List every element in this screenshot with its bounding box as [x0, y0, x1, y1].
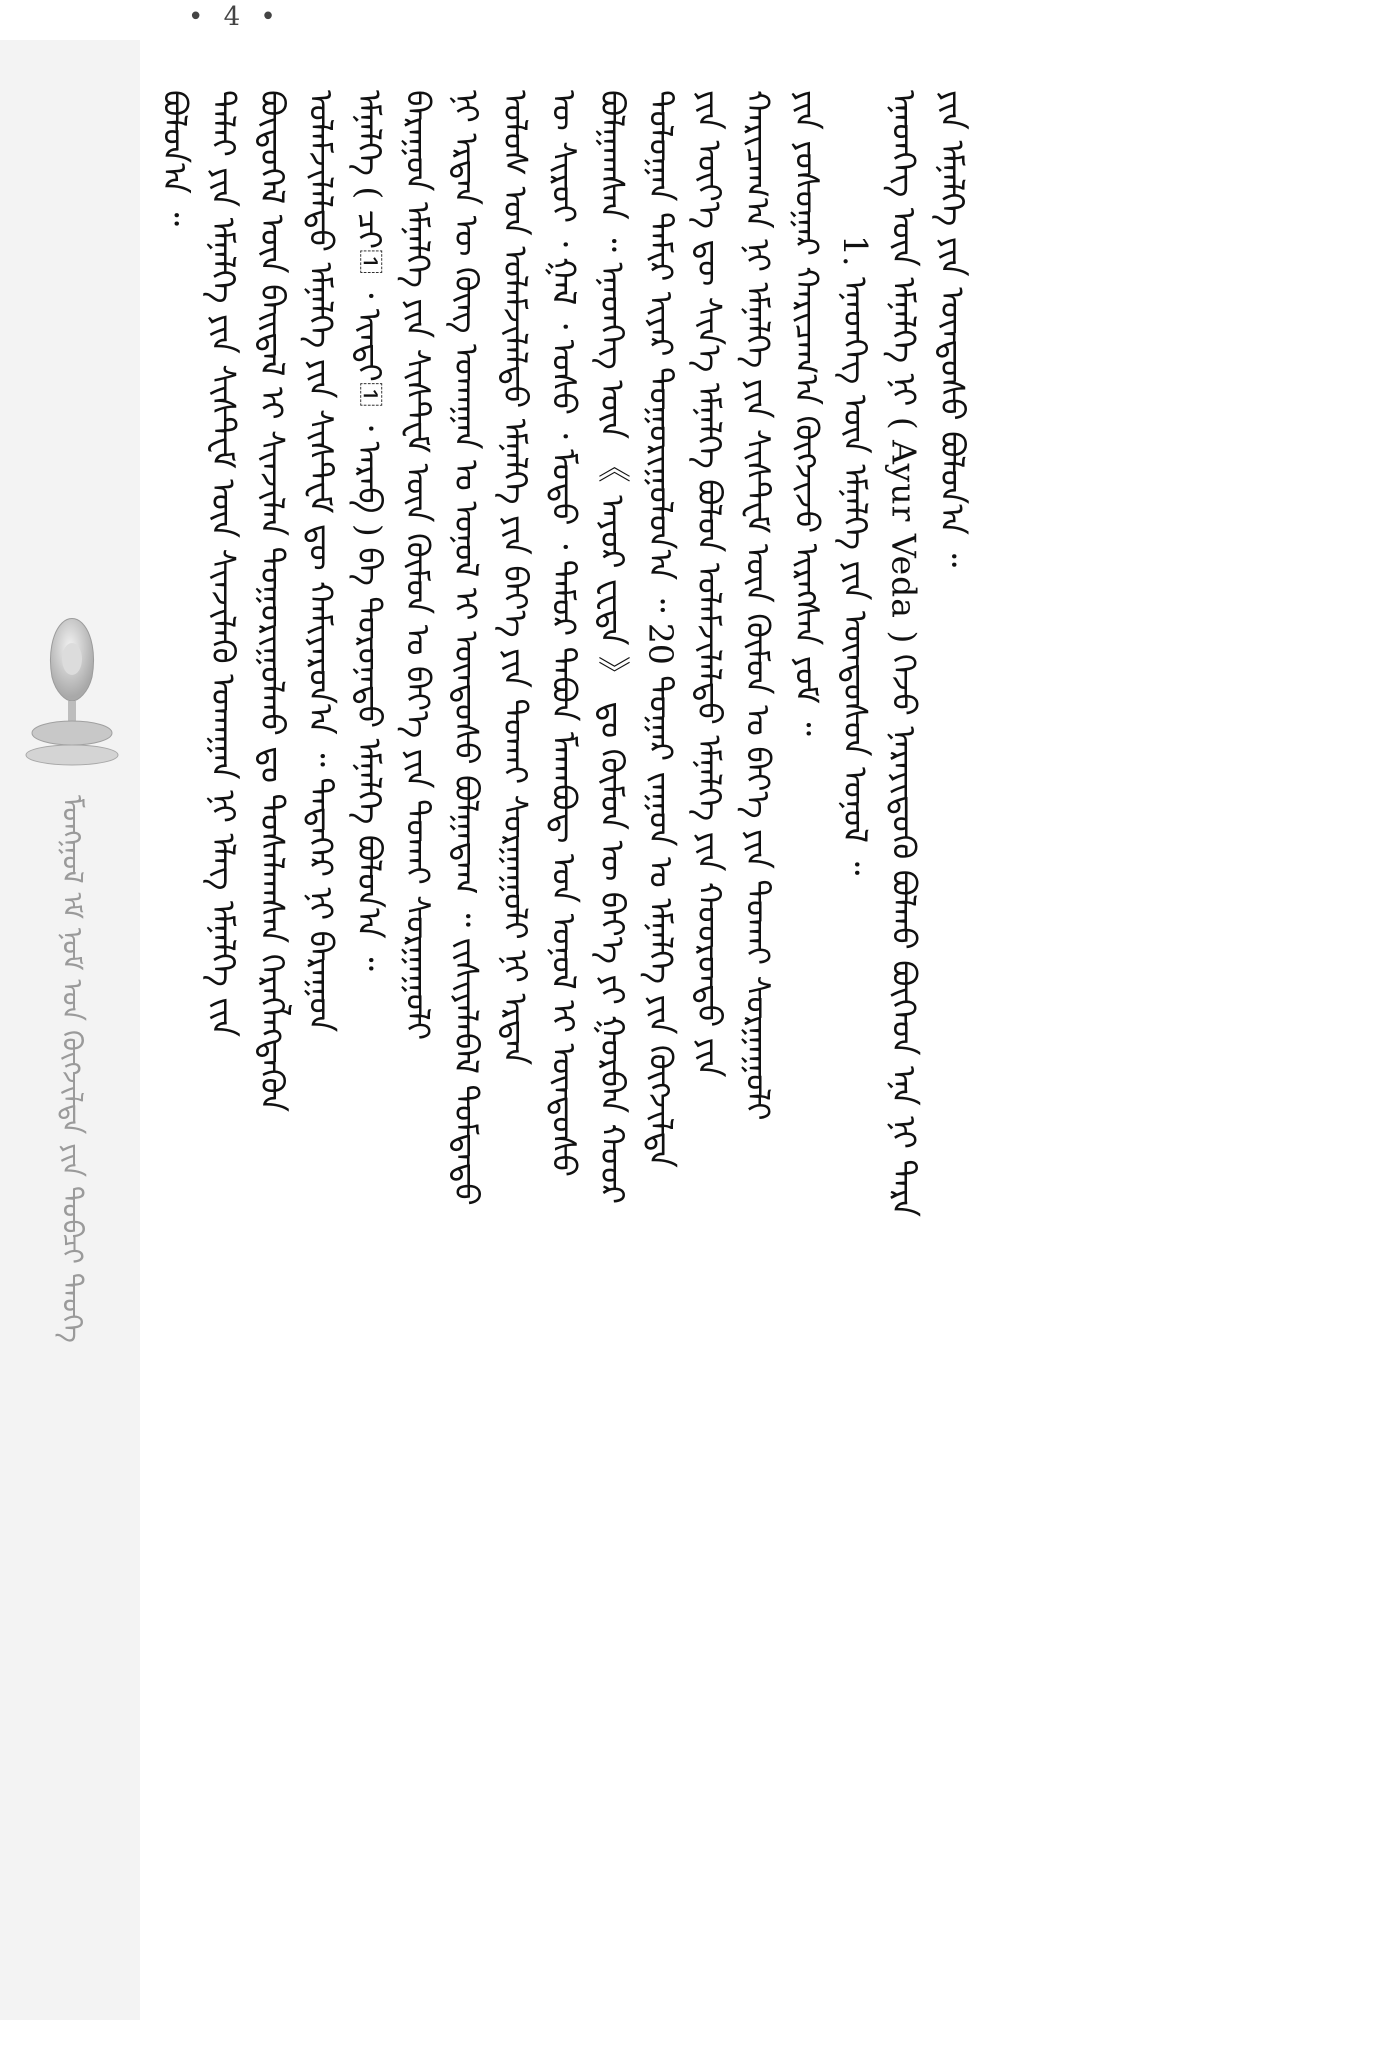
- text-column: ᠤᠯᠤᠰ ᠤᠨ ᠤᠯᠠᠮᠵᠢᠯᠠᠯᠳᠤ ᠡᠮᠨᠡᠯᠭᠡ ᠶᠢᠨ ᠪᠡᠶ᠎ᠡ ᠶᠢᠨ ᠲᠤᠬᠠᠢ ᠰᠤᠷᠭᠠᠭᠤᠯᠢ ᠨᠢ ᠡᠷᠲᠡᠨ: [495, 90, 535, 1066]
- text-column: ᠶᠢᠨ ᠡᠮᠨᠡᠯᠭᠡ ᠶᠢᠨ ᠦᠨᠳᠦᠰᠦ ᠪᠣᠯᠤᠨ᠎ᠠ ᠃: [933, 90, 973, 568]
- text-column: ᠪᠠᠷᠠᠭᠤᠨ ᠡᠮᠨᠡᠯᠭᠡ ᠶᠢᠨ ᠰᠢᠰᠲ᠋ᠧᠮ ᠦᠨ ᠬᠦᠮᠦᠨ ᠤ ᠪᠡᠶ᠎ᠡ ᠶᠢᠨ ᠲᠤᠬᠠᠢ ᠰᠤᠷᠭᠠᠭᠤᠯᠢ: [398, 90, 438, 1041]
- text-column: ᠳᠠᠯᠠᠢ ᠶᠢᠨ ᠡᠮᠨᠡᠯᠭᠡ ᠶᠢᠨ ᠰᠢᠰᠲ᠋ᠧᠮ ᠦᠨ ᠰᠢᠨᠵᠢᠯᠡᠬᠦ ᠤᠬᠠᠭᠠᠨ ᠨᠢ ᠡᠯᠡᠭ ᠡᠮᠨᠡᠯᠭᠡ ᠵᠢᠨ: [204, 90, 244, 1038]
- text-column: ᠶᠢᠨ ᠶᠣᠰᠣᠭᠠᠷ ᠬᠠᠷᠢᠴᠠᠭ᠎ᠠ ᠬᠥᠭᠵᠢᠵᠦ ᠢᠷᠡᠭᠰᠡᠨ ᠶᠤᠮ ᠃: [787, 90, 827, 736]
- text-column: ᠪᠦᠲᠦᠭᠡᠯ ᠦᠨ ᠪᠠᠢᠳᠠᠯ ᠢ ᠰᠢᠨᠵᠢᠯᠡᠨ ᠲᠣᠭᠣᠷᠢᠭᠤᠯᠬᠤ ᠳᠤ ᠳᠤᠰᠠᠯᠠᠭᠰᠠᠨ ᠬᠡᠷᠡᠭᠯᠡᠭᠳᠡᠬᠦᠨ: [252, 90, 292, 1113]
- page-number: • 4 •: [188, 2, 282, 32]
- text-column: ᠳᠣᠯᠣᠭᠠᠨ ᠲᠠᠮᠢᠷ ᠢᠶᠠᠷ ᠲᠣᠭᠣᠷᠢᠭᠤᠯᠤᠨ᠎ᠠ ᠃ 20 ᠳᠤᠭᠠᠷ ᠵᠠᠭᠤᠨ ᠤ ᠡᠮᠨᠡᠯᠭᠡ ᠶᠢᠨ ᠬᠥᠭᠵᠢᠯᠲᠡ: [641, 90, 681, 1168]
- text-column: ᠬᠠᠷᠢᠴᠠᠭ᠎ᠠ ᠨᠢ ᠡᠮᠨᠡᠯᠭᠡ ᠶᠢᠨ ᠰᠢᠰᠲ᠋ᠧᠮ ᠦᠨ ᠬᠦᠮᠦᠨ ᠤ ᠪᠡᠶ᠎ᠡ ᠶᠢᠨ ᠲᠤᠬᠠᠢ ᠰᠤᠷᠭᠠᠭᠤᠯᠢ: [738, 90, 778, 1121]
- text-column: ᠪᠣᠯᠭᠠᠭᠰᠠᠨ ᠃ ᠡᠨᠡᠳᠬᠡᠭ ᠦᠨ 《 ᠠᠶᠤᠷ ᠸᠧᠳᠠ 》 ᠳᠤ ᠬᠦᠮᠦᠨ ᠦ ᠪᠡᠶ᠎ᠡ ᠶᠢ ᠭᠤᠷᠪᠠᠨ ᠬᠣᠣᠷ: [592, 90, 632, 1205]
- text-column: ᠪᠣᠯᠤᠨ᠎ᠠ ᠃: [155, 90, 195, 227]
- section-heading-column: 1. ᠡᠨᠡᠳᠬᠡᠭ ᠦᠨ ᠡᠮᠨᠡᠯᠭᠡ ᠶᠢᠨ ᠦᠨᠳᠦᠰᠦᠨ ᠣᠨᠣᠯ ᠃: [835, 235, 875, 876]
- lamp-logo-icon: [22, 615, 122, 775]
- text-column: ᠡᠨᠡᠳᠬᠡᠭ ᠦᠨ ᠡᠮᠨᠡᠯᠭᠡ ᠨᠢ ( Ayur Veda ) ᠭᠡᠵᠦ ᠨᠡᠷᠡᠶᠢᠳᠦᠭᠦ ᠪᠣᠯᠬᠤ ᠪᠥᠭᠡᠳ ᠡᠨᠡ ᠨᠢ ᠲᠡᠷᠡ: [884, 90, 924, 1217]
- body-text: [150, 90, 1375, 2050]
- text-column: ᠡᠮᠨᠡᠯᠭᠡ ( ᠴᠢ᠋ ᠂ ᠢᠨᠳᠢ᠋ ᠂ ᠠᠷᠠᠪ ) ᠪᠠ ᠳᠣᠷᠣᠨᠠᠳᠤ ᠡᠮᠨᠡᠯᠭᠡ ᠪᠣᠯᠤᠨ᠎ᠠ ᠃: [349, 90, 389, 971]
- text-column: ᠨᠢ ᠡᠷᠲᠡᠨ ᠦ ᠭᠦᠩ ᠤᠬᠠᠭᠠᠨ ᠤ ᠣᠨᠣᠯ ᠢ ᠦᠨᠳᠦᠰᠦ ᠪᠣᠯᠭᠠᠳᠠᠭ ᠃ ᠵᠢᠱᠢᠶᠡᠯᠡᠪᠡᠯ ᠳᠤᠮᠳᠠᠳᠤ: [447, 90, 487, 1206]
- running-header: ᠮᠣᠩᠭᠣᠯ ᠡᠮ ᠨᠣᠮ ᠤᠨ ᠬᠥᠭᠵᠢᠯᠲᠡ ᠶᠢᠨ ᠲᠣᠪᠴᠢ ᠲᠡᠦᠬᠡ: [56, 795, 89, 1343]
- text-column: ᠦ ᠰᠢᠷᠤᠢ ᠂ ᠭᠠᠯ ᠂ ᠤᠰᠤ ᠂ ᠮᠣᠳᠣ ᠂ ᠲᠡᠮᠦᠷ ᠲᠠᠪᠤᠨ ᠮᠠᠬᠠᠪᠣᠳ᠋ ᠤᠨ ᠣᠨᠣᠯ ᠢ ᠦᠨᠳᠦᠰᠦ: [544, 90, 584, 1177]
- text-column: ᠶᠢᠨ ᠦᠶ᠎ᠡ ᠳᠦ ᠰᠢᠨ᠎ᠡ ᠡᠮᠨᠡᠯᠭᠡ ᠪᠣᠯᠤᠨ ᠤᠯᠠᠮᠵᠢᠯᠠᠯᠳᠤ ᠡᠮᠨᠡᠯᠭᠡ ᠶᠢᠨ ᠬᠣᠣᠷᠣᠨᠳᠤ ᠶᠢᠨ: [690, 90, 730, 1078]
- text-column: ᠤᠯᠠᠮᠵᠢᠯᠠᠯᠳᠤ ᠡᠮᠨᠡᠯᠭᠡ ᠶᠢᠨ ᠰᠢᠰᠲ᠋ᠧᠮ ᠳᠦ ᠬᠠᠮᠢᠶᠠᠷᠤᠨ᠎ᠠ ᠃ ᠲᠡᠳᠡᠭᠡᠷ ᠨᠢ ᠪᠠᠷᠠᠭᠤᠨ: [301, 90, 341, 1033]
